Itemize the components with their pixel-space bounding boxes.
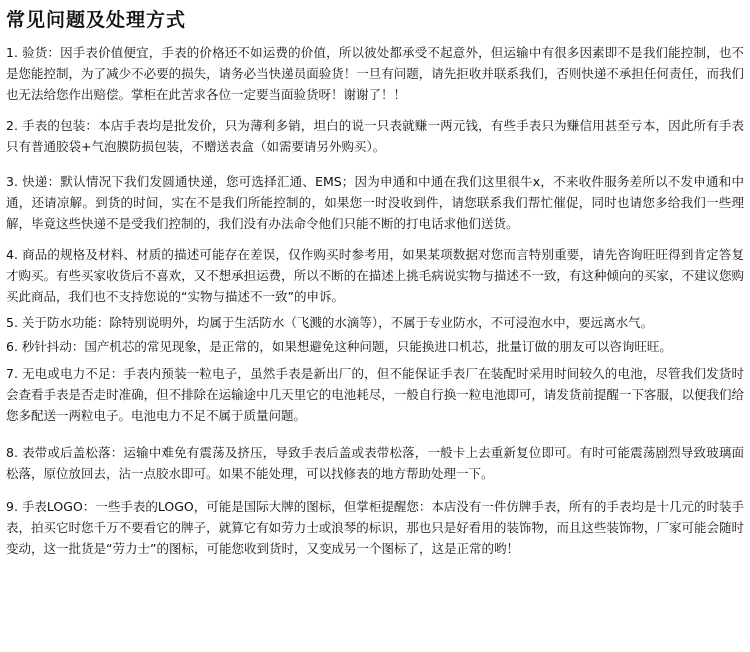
page-title: 常见问题及处理方式 <box>6 9 187 31</box>
faq-item-second-hand-jitter: 6. 秒针抖动：国产机芯的常见现象，是正常的，如果想避免这种问题，只能换进口机芯，批量订做的朋友可以咨询旺旺。 <box>6 339 672 354</box>
faq-item-shipping: 3. 快递：默认情况下我们发圆通快递，您可选择汇通、EMS；因为申通和中通在我们这里很牛x，不来收件服务差所以不发申通和中通，还请凉解。到货的时间，实在不是我们所能控制的，如果您一时没收到件，请您联系我们帮忙催促，同时也请您多给我们一些理解，毕竟这些快递不是受我们控制的，我们没有办法命令他们只能不断的打电话求他们送货。 <box>6 174 744 231</box>
faq-item-specifications: 4. 商品的规格及材料、材质的描述可能存在差误，仅作购买时参考用，如果某项数据对您而言特别重要，请先咨询旺旺得到肯定答复才购买。有些买家收货后不喜欢，又不想承担运费，所以不断的在描述上挑毛病说实物与描述不一致，有这种倾向的买家，不建议您购买此商品，我们也不支持您说的“实物与描述不一致”的申诉。 <box>6 247 744 304</box>
faq-item-battery: 7. 无电或电力不足：手表内预装一粒电子，虽然手表是新出厂的，但不能保证手表厂在装配时采用时间较久的电池，尽管我们发货时会查看手表是否走时准确，但不排除在运输途中几天里它的电池耗尽，一般自行换一粒电池即可，请发货前提醒一下客服，以便我们给您多配送一两粒电子。电池电力不足不属于质量问题。 <box>6 366 744 423</box>
faq-item-loose-parts: 8. 表带或后盖松落：运输中难免有震荡及挤压，导致手表后盖或表带松落，一般卡上去重新复位即可。有时可能震荡剧烈导致玻璃面松落，原位放回去，沾一点胶水即可。如果不能处理，可以找修表的地方帮助处理一下。 <box>6 445 744 481</box>
faq-item-packaging: 2. 手表的包装：本店手表均是批发价，只为薄利多销，坦白的说一只表就赚一两元钱，有些手表只为赚信用甚至亏本，因此所有手表只有普通胶袋+气泡膜防损包装，不赠送表盒（如需要请另外购买）。 <box>6 118 744 154</box>
faq-item-inspection: 1. 验货：因手表价值便宜，手表的价格还不如运费的价值，所以彼处都承受不起意外，但运输中有很多因素即不是我们能控制，也不是您能控制，为了减少不必要的损失，请务必当快递员面验货！一旦有问题，请先拒收并联系我们，否则快递不承担任何责任，而我们也无法给您作出赔偿。掌柜在此苦求各位一定要当面验货呀！谢谢了！！ <box>6 45 744 102</box>
faq-item-logo: 9. 手表LOGO：一些手表的LOGO，可能是国际大牌的图标，但掌柜提醒您：本店没有一件仿牌手表，所有的手表均是十几元的时装手表，拍买它时您千万不要看它的牌子，就算它有如劳力士或浪琴的标识，那也只是好看用的装饰物，而且这些装饰物，厂家可能会随时变动，这一批货是“劳力士”的图标，可能您收到货时，又变成另一个图标了，这是正常的哟！ <box>6 499 744 556</box>
faq-item-waterproof: 5. 关于防水功能：除特别说明外，均属于生活防水（飞溅的水滴等），不属于专业防水，不可浸泡水中，要远离水气。 <box>6 315 654 330</box>
